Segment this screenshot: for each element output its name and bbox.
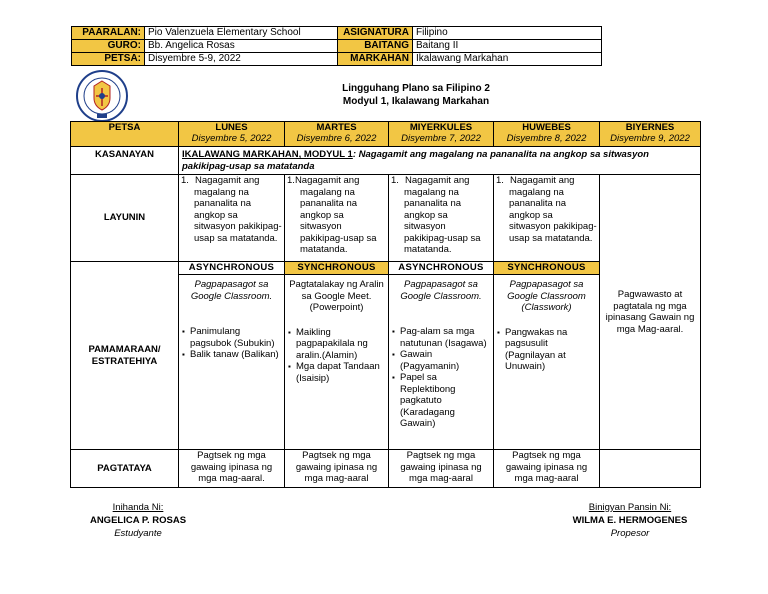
asignatura-label: ASIGNATURA <box>338 27 413 40</box>
kasanayan-row <box>71 147 701 175</box>
lesson-plan-table <box>70 121 701 488</box>
task-text: Pagpapasagot sa Google Classroom. <box>190 279 273 302</box>
baitang-label: BAITANG <box>338 40 413 53</box>
pagtataya-miyerkules: Pagtsek ng mga gawaing ipinasa ng mga mag-aaral <box>389 450 494 488</box>
mode-badge: SYNCHRONOUS <box>285 262 388 275</box>
noted-by-signature <box>558 501 702 540</box>
pagtataya-label: PAGTATAYA <box>71 450 179 488</box>
task-text: Pagpapasagot sa Google Classroom (Classwork) <box>507 279 586 313</box>
list-item: ▪ Pangwakas na pagsusulit (Pagnilayan at Unuwain) <box>497 327 596 373</box>
asignatura-value: Filipino <box>413 27 602 40</box>
list-item: ▪ Mga dapat Tandaan (Isaisip) <box>288 361 385 384</box>
layunin-huwebes: 1. Nagagamit ang magalang na pananalita na angkop sa sitwasyon pakikipag-usap sa matatanda. <box>494 175 600 262</box>
day-header-martes: MARTES Disyembre 6, 2022 <box>285 122 389 147</box>
pamamaraan-miyerkules <box>389 262 494 450</box>
kasanayan-label: KASANAYAN <box>71 147 179 175</box>
day-header-lunes: LUNES Disyembre 5, 2022 <box>179 122 285 147</box>
pamamaraan-label: PAMAMARAAN/ ESTRATEHIYA <box>71 262 179 450</box>
noted-by-name: WILMA E. HERMOGENES <box>572 515 688 526</box>
guro-value: Bb. Angelica Rosas <box>145 40 338 53</box>
pamamaraan-lunes <box>179 262 285 450</box>
day-header-miyerkules: MIYERKULES Disyembre 7, 2022 <box>389 122 494 147</box>
noted-by-caption: Binigyan Pansin Ni: <box>588 502 672 513</box>
petsa-row <box>71 122 701 147</box>
pagtataya-martes: Pagtsek ng mga gawaing ipinasa ng mga mag-aaral <box>285 450 389 488</box>
layunin-row <box>71 175 701 262</box>
pagtataya-row <box>71 450 701 488</box>
petsa-label: PETSA: <box>72 53 145 66</box>
markahan-value: Ikalawang Markahan <box>413 53 602 66</box>
pamamaraan-martes <box>285 262 389 450</box>
kasanayan-text: IKALAWANG MARKAHAN, MODYUL 1: Nagagamit ang magalang na pananalita na angkop sa sitwasyon pakikipag-usap sa matatanda <box>179 147 701 175</box>
mode-badge: ASYNCHRONOUS <box>389 262 493 275</box>
school-seal-logo <box>74 70 130 122</box>
prepared-by-role: Estudyante <box>114 528 162 539</box>
pamamaraan-huwebes <box>494 262 600 450</box>
task-text: Pagtatalakay ng Aralin sa Google Meet. (Powerpoint) <box>289 279 384 313</box>
baitang-value: Baitang II <box>413 40 602 53</box>
layunin-lunes: 1. Nagagamit ang magalang na pananalita na angkop sa sitwasyon pakikipag-usap sa matatanda. <box>179 175 285 262</box>
prepared-by-caption: Inihanda Ni: <box>112 502 164 513</box>
list-item: ▪ Papel sa Replektibong pagkatuto (Karadagang Gawain) <box>392 372 490 430</box>
prepared-by-name: ANGELICA P. ROSAS <box>89 515 187 526</box>
day-header-huwebes: HUWEBES Disyembre 8, 2022 <box>494 122 600 147</box>
noted-by-role: Propesor <box>610 528 650 539</box>
list-item: ▪ Panimulang pagsubok (Subukin) <box>182 326 281 349</box>
pagtataya-lunes: Pagtsek ng mga gawaing ipinasa ng mga mag-aaral. <box>179 450 285 488</box>
plan-title-line1: Lingguhang Plano sa Filipino 2 <box>342 83 490 94</box>
plan-title <box>300 82 532 108</box>
pagtataya-biyernes <box>600 450 701 488</box>
list-item: ▪ Balik tanaw (Balikan) <box>182 349 281 361</box>
list-item: ▪ Maikling pagpapakilala ng aralin.(Alamin) <box>288 327 385 362</box>
mode-badge: ASYNCHRONOUS <box>179 262 284 275</box>
layunin-label: LAYUNIN <box>71 175 179 262</box>
pagtataya-huwebes: Pagtsek ng mga gawaing ipinasa ng mga mag-aaral <box>494 450 600 488</box>
petsa-header: PETSA <box>71 122 179 147</box>
prepared-by-signature <box>76 501 200 540</box>
layunin-miyerkules: 1. Nagagamit ang magalang na pananalita na angkop sa sitwasyon pakikipag-usap sa matatanda. <box>389 175 494 262</box>
biyernes-activity: Pagwawasto at pagtatala ng mga ipinasang Gawain ng mga Mag-aaral. <box>600 175 701 450</box>
list-item: ▪ Gawain (Pagyamanin) <box>392 349 490 372</box>
paaralan-value: Pio Valenzuela Elementary School <box>145 27 338 40</box>
header-info-table <box>71 26 602 66</box>
plan-title-line2: Modyul 1, Ikalawang Markahan <box>342 96 490 107</box>
markahan-label: MARKAHAN <box>338 53 413 66</box>
task-text: Pagpapasagot sa Google Classroom. <box>400 279 482 302</box>
mode-badge: SYNCHRONOUS <box>494 262 599 275</box>
guro-label: GURO: <box>72 40 145 53</box>
list-item: ▪ Pag-alam sa mga natutunan (Isagawa) <box>392 326 490 349</box>
layunin-martes: 1. Nagagamit ang magalang na pananalita na angkop sa sitwasyon pakikipag-usap sa matatanda. <box>285 175 389 262</box>
paaralan-label: PAARALAN: <box>72 27 145 40</box>
day-header-biyernes: BIYERNES Disyembre 9, 2022 <box>600 122 701 147</box>
petsa-value: Disyembre 5-9, 2022 <box>145 53 338 66</box>
